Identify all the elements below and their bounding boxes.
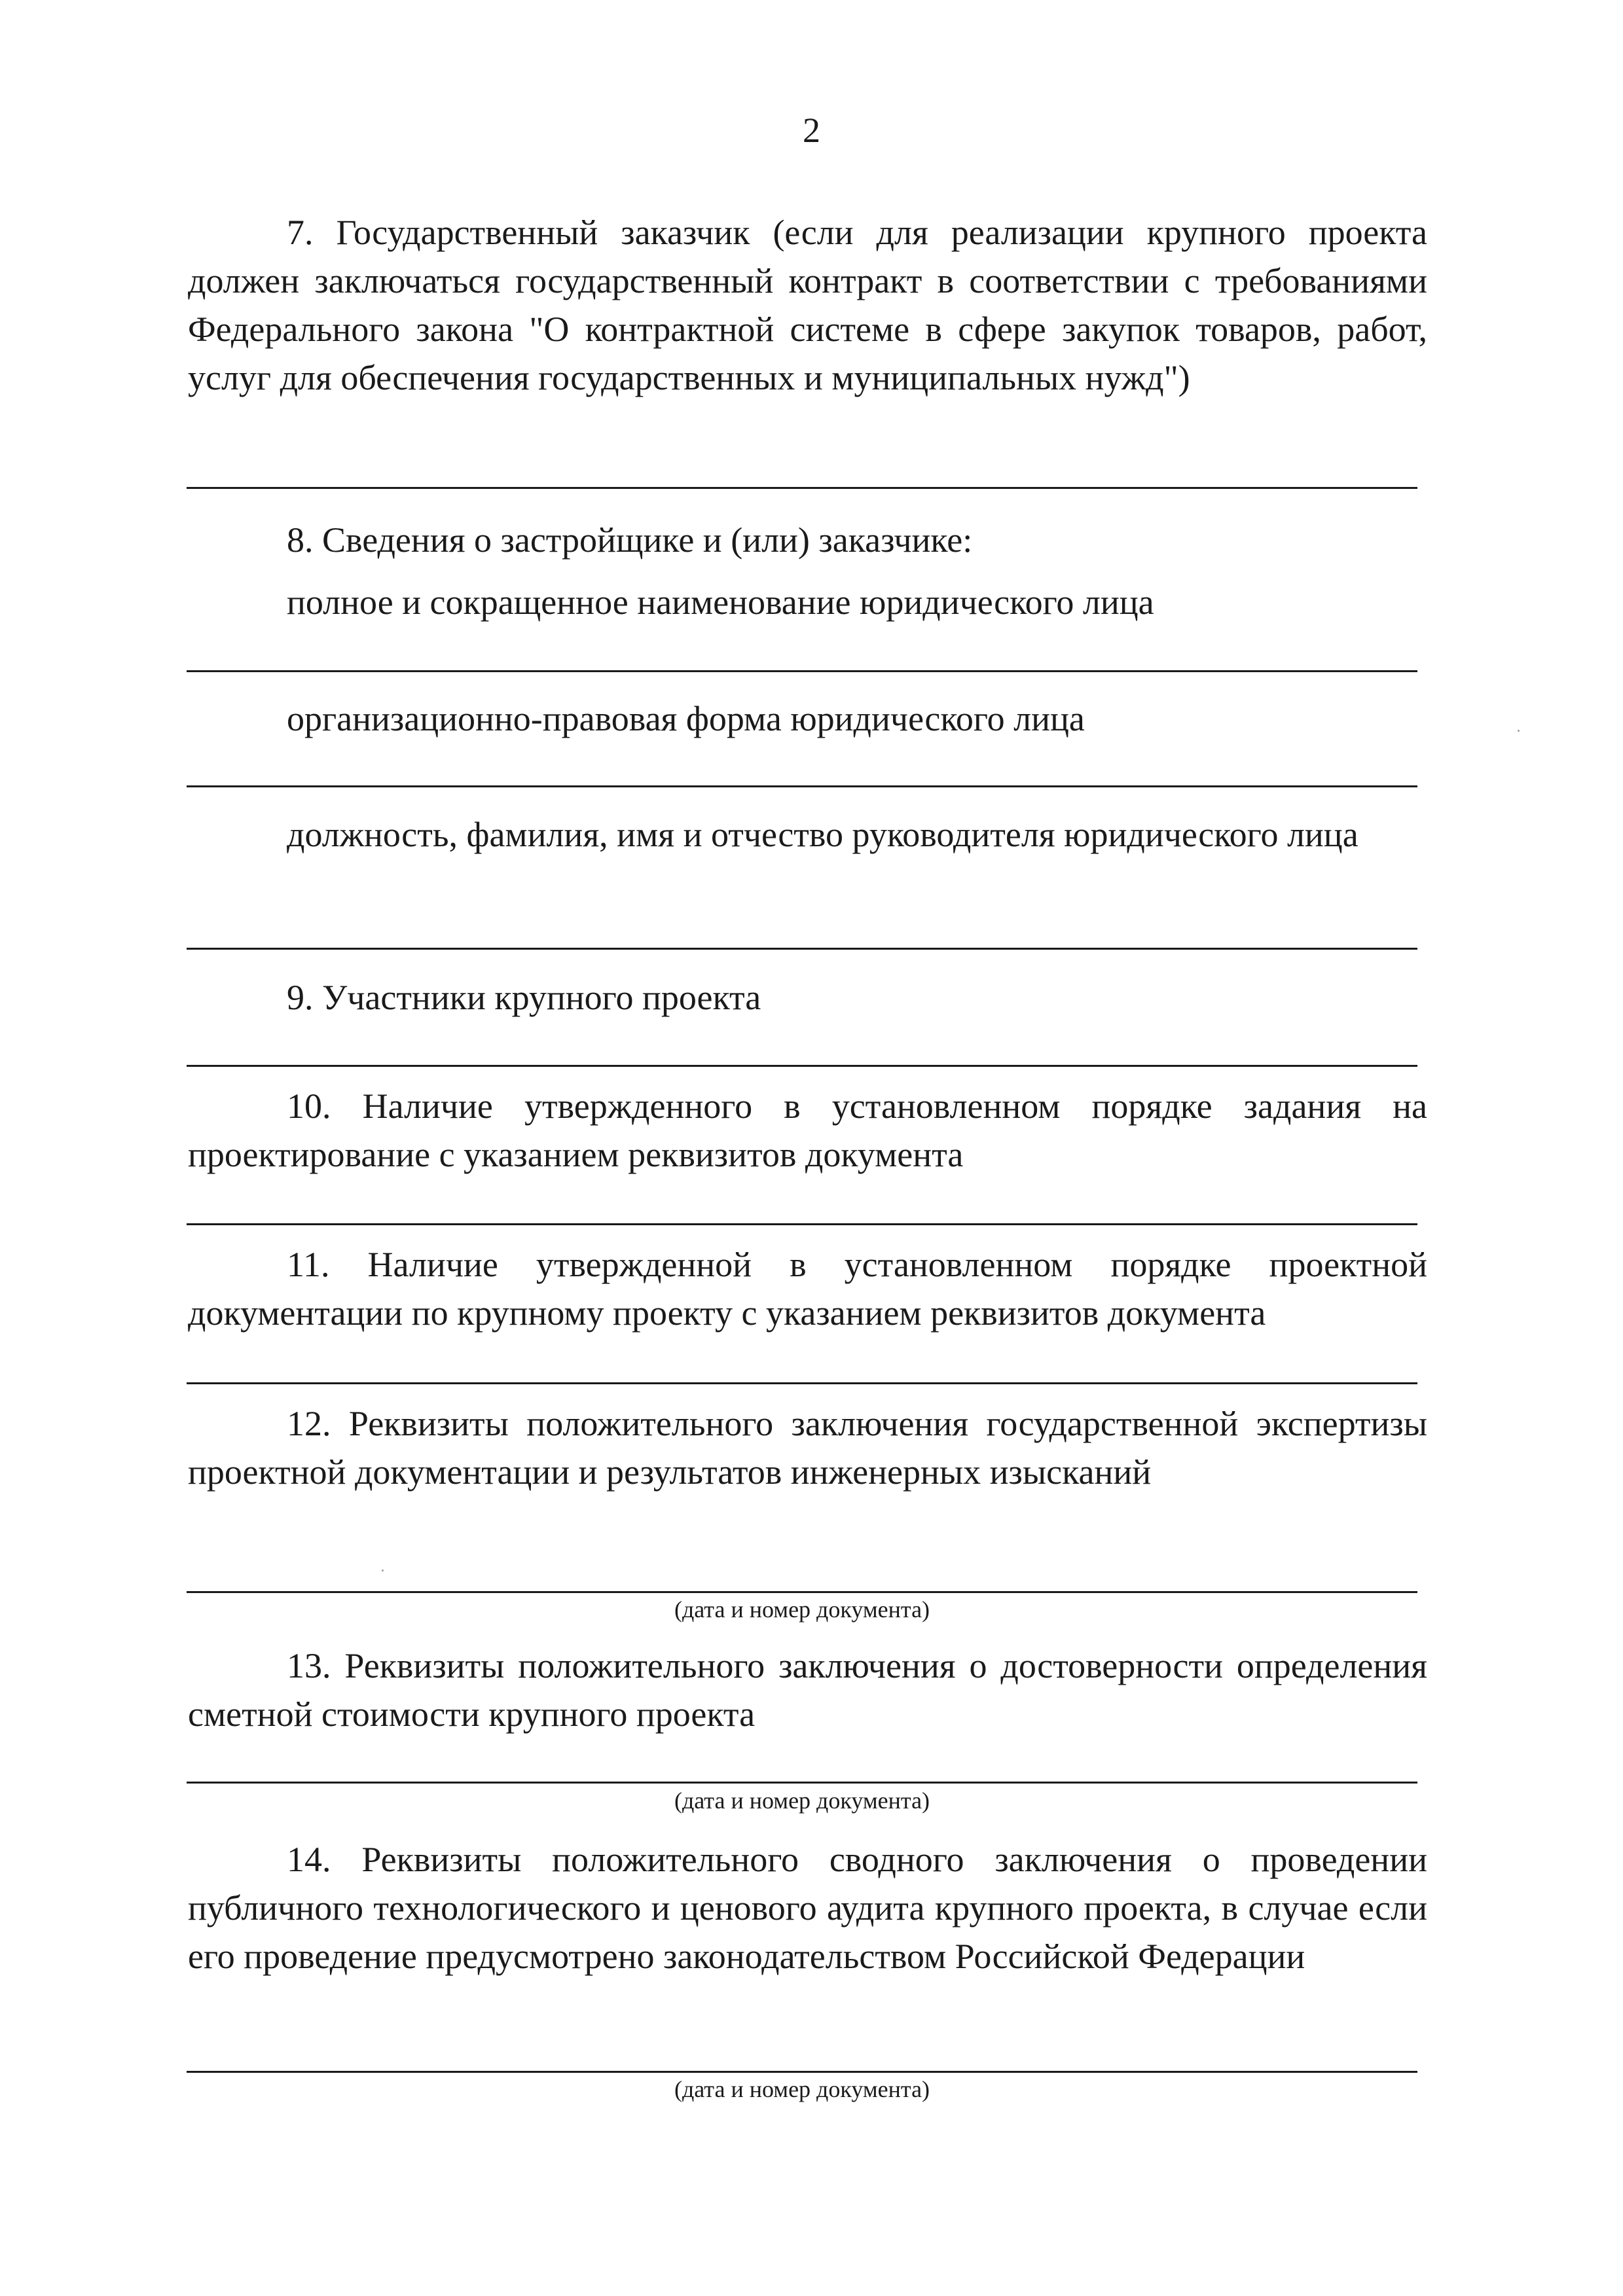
section-9-fill-line	[187, 1065, 1417, 1067]
section-14-caption: (дата и номер документа)	[674, 2076, 930, 2102]
section-10-fill-line	[187, 1223, 1417, 1225]
section-13-text: 13. Реквизиты положительного заключения о достоверности определения сметной стоимости крупного проекта	[188, 1646, 1427, 1734]
section-12-text: 12. Реквизиты положительного заключения государственной экспертизы проектной документации и результатов инженерных изысканий	[188, 1404, 1427, 1492]
section-11-text: 11. Наличие утвержденной в установленном порядке проектной документации по крупному проекту с указанием реквизитов документа	[188, 1245, 1427, 1333]
section-11-fill-line	[187, 1382, 1417, 1384]
section-9-text: 9. Участники крупного проекта	[287, 978, 761, 1017]
section-8-heading: 8. Сведения о застройщике и (или) заказчике:	[287, 520, 973, 560]
section-13-caption: (дата и номер документа)	[674, 1787, 930, 1814]
section-12-fill-line	[187, 1591, 1417, 1593]
section-8-field-form-label: организационно-правовая форма юридического лица	[287, 699, 1085, 738]
page-number: 2	[803, 111, 820, 150]
section-8-field-name-label: полное и сокращенное наименование юридического лица	[287, 583, 1154, 622]
section-13-fill-line	[187, 1782, 1417, 1784]
section-8-field-head-line	[187, 948, 1417, 950]
section-8-field-name-line	[187, 670, 1417, 672]
section-7-text: 7. Государственный заказчик (если для реализации крупного проекта должен заключаться государственный контракт в соответствии с требованиями Федерального закона "О контрактной системе в сфере закупок товаров, работ, услуг для обеспечения государственных и муниципальных нужд")	[188, 213, 1427, 397]
section-10-text: 10. Наличие утвержденного в установленном порядке задания на проектирование с указанием реквизитов документа	[188, 1086, 1427, 1174]
section-7-fill-line	[187, 487, 1417, 489]
section-14-text: 14. Реквизиты положительного сводного заключения о проведении публичного технологического и ценового аудита крупного проекта, в случае если его проведение предусмотрено законодательством Российской Федерации	[188, 1840, 1427, 1976]
scan-speck	[382, 1570, 384, 1571]
section-14-fill-line	[187, 2071, 1417, 2073]
section-8-field-head-label: должность, фамилия, имя и отчество руководителя юридического лица	[287, 815, 1359, 854]
scan-speck	[1518, 730, 1520, 732]
section-12-caption: (дата и номер документа)	[674, 1596, 930, 1623]
section-8-field-form-line	[187, 785, 1417, 787]
